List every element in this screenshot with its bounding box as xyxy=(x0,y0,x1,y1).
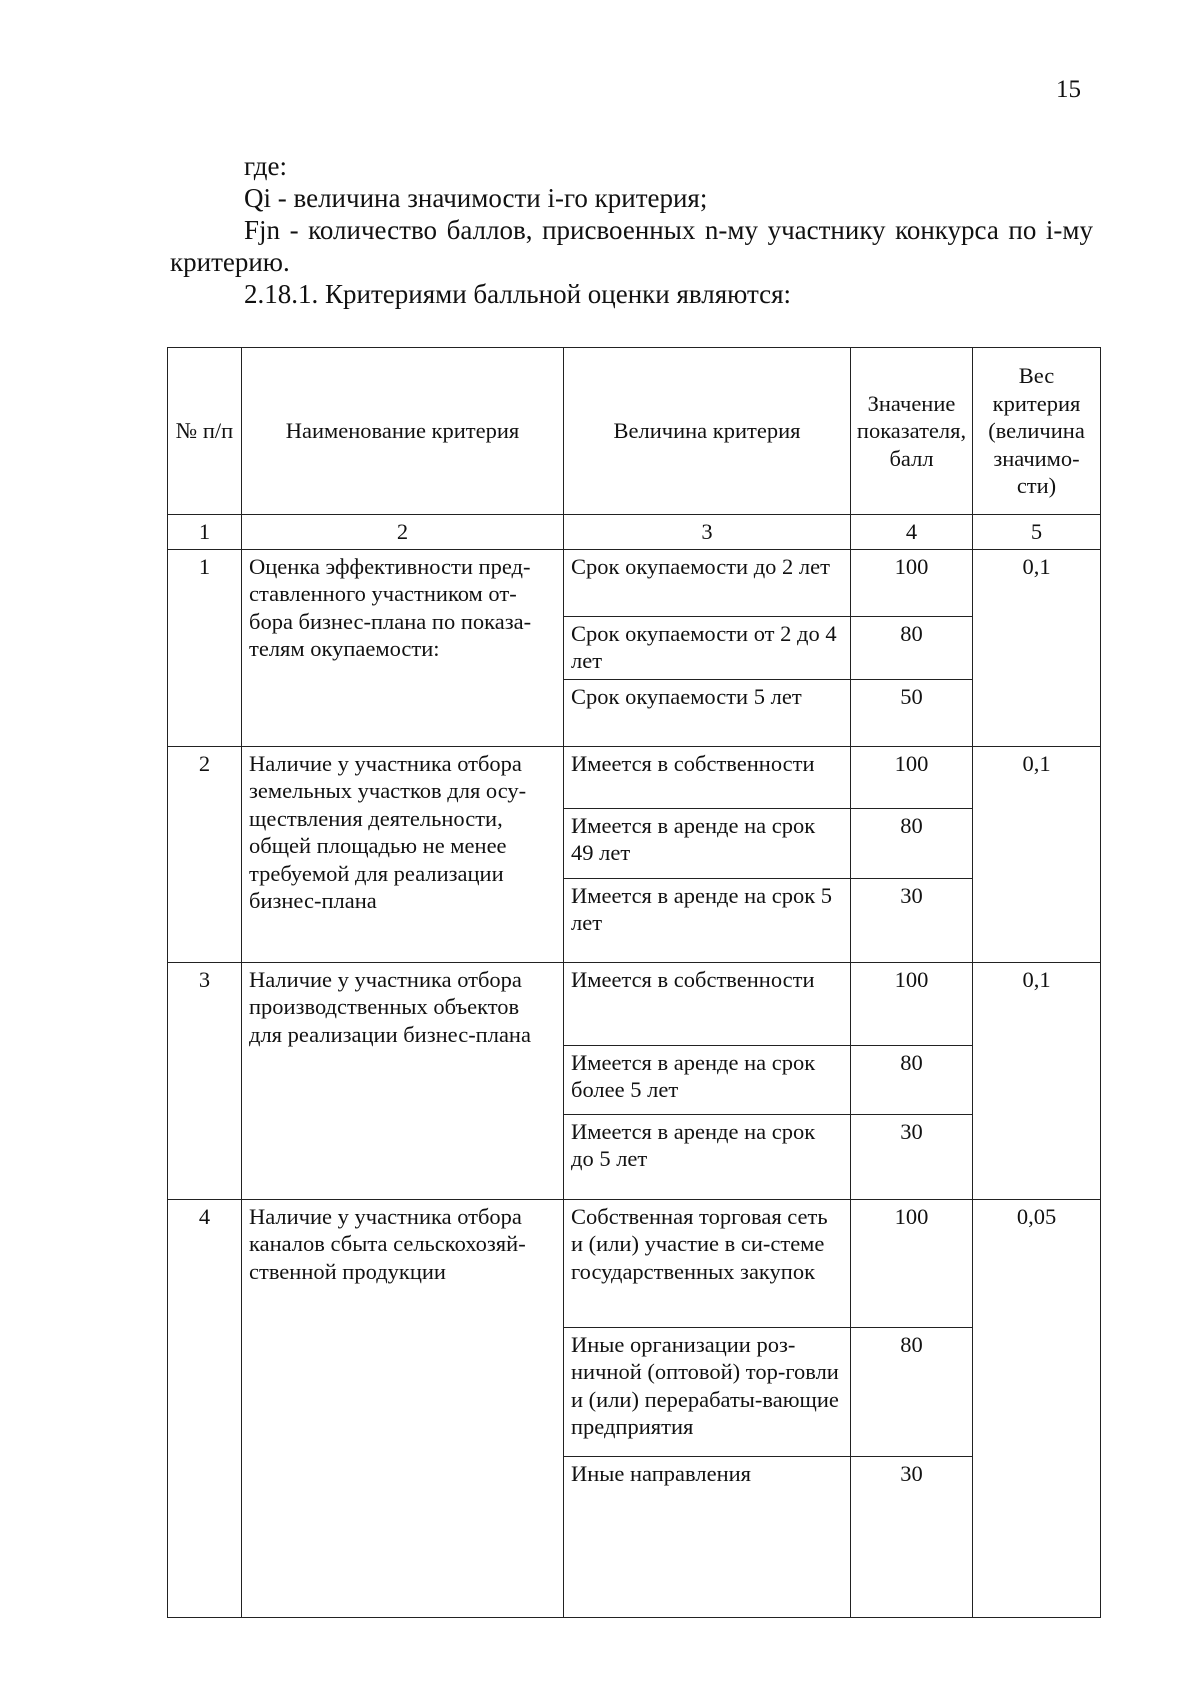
criteria-table xyxy=(167,347,1101,1618)
criterion-name: Наличие у участника отбора земельных участков для осу-ществления деятельности, общей площадью не менее требуемой для реализации бизнес-плана xyxy=(242,746,564,962)
criterion-name: Наличие у участника отбора производственных объектов для реализации бизнес-плана xyxy=(242,962,564,1199)
option-score: 80 xyxy=(851,616,973,679)
option-score: 30 xyxy=(851,1456,973,1617)
option-score: 100 xyxy=(851,1199,973,1327)
column-index: 5 xyxy=(973,515,1101,550)
option-score: 80 xyxy=(851,1327,973,1456)
table-header-row xyxy=(168,348,1101,515)
option-score: 100 xyxy=(851,962,973,1045)
criterion-option: Иные организации роз-ничной (оптовой) тор-говли и (или) перерабаты-вающие предприятия xyxy=(564,1327,851,1456)
column-index: 3 xyxy=(564,515,851,550)
criterion-option: Срок окупаемости от 2 до 4 лет xyxy=(564,616,851,679)
intro-where: где: xyxy=(244,151,287,181)
header-num: № п/п xyxy=(168,348,242,515)
criterion-name: Наличие у участника отбора каналов сбыта сельскохозяй-ственной продукции xyxy=(242,1199,564,1617)
criterion-num: 3 xyxy=(168,962,242,1199)
table-row xyxy=(168,746,1101,808)
option-score: 80 xyxy=(851,1045,973,1114)
column-index: 2 xyxy=(242,515,564,550)
criterion-option: Имеется в собственности xyxy=(564,746,851,808)
criterion-weight: 0,05 xyxy=(973,1199,1101,1617)
header-score: Значение показателя, балл xyxy=(851,348,973,515)
criterion-option: Имеется в аренде на срок 49 лет xyxy=(564,808,851,878)
table-row xyxy=(168,962,1101,1045)
criterion-option: Имеется в аренде на срок более 5 лет xyxy=(564,1045,851,1114)
criterion-num: 4 xyxy=(168,1199,242,1617)
intro-qi-definition: Qi - величина значимости i-го критерия; xyxy=(244,183,708,213)
option-score: 100 xyxy=(851,746,973,808)
column-index-row xyxy=(168,515,1101,550)
option-score: 30 xyxy=(851,878,973,962)
criterion-option: Собственная торговая сеть и (или) участие в си-стеме государственных закупок xyxy=(564,1199,851,1327)
criterion-option: Имеется в собственности xyxy=(564,962,851,1045)
page-number: 15 xyxy=(1056,76,1081,103)
option-score: 80 xyxy=(851,808,973,878)
option-score: 100 xyxy=(851,549,973,616)
criterion-option: Срок окупаемости 5 лет xyxy=(564,679,851,746)
intro-criteria-heading: 2.18.1. Критериями балльной оценки являются: xyxy=(244,279,792,309)
header-criterion-value: Величина критерия xyxy=(564,348,851,515)
criterion-weight: 0,1 xyxy=(973,549,1101,746)
criterion-option: Срок окупаемости до 2 лет xyxy=(564,549,851,616)
intro-text xyxy=(170,150,1093,310)
criterion-num: 2 xyxy=(168,746,242,962)
criterion-option: Имеется в аренде на срок 5 лет xyxy=(564,878,851,962)
header-weight: Вес критерия (величина значимо-сти) xyxy=(973,348,1101,515)
criterion-option: Имеется в аренде на срок до 5 лет xyxy=(564,1114,851,1199)
option-score: 50 xyxy=(851,679,973,746)
criterion-weight: 0,1 xyxy=(973,746,1101,962)
criterion-num: 1 xyxy=(168,549,242,746)
column-index: 1 xyxy=(168,515,242,550)
criterion-weight: 0,1 xyxy=(973,962,1101,1199)
table-row xyxy=(168,549,1101,616)
table-row xyxy=(168,1199,1101,1327)
criterion-option: Иные направления xyxy=(564,1456,851,1617)
intro-fjn-definition: Fjn - количество баллов, присвоенных n-му участнику конкурса по i-му критерию. xyxy=(170,215,1093,277)
option-score: 30 xyxy=(851,1114,973,1199)
column-index: 4 xyxy=(851,515,973,550)
criterion-name: Оценка эффективности пред-ставленного участником от-бора бизнес-плана по показа-телям окупаемости: xyxy=(242,549,564,746)
header-criterion-name: Наименование критерия xyxy=(242,348,564,515)
